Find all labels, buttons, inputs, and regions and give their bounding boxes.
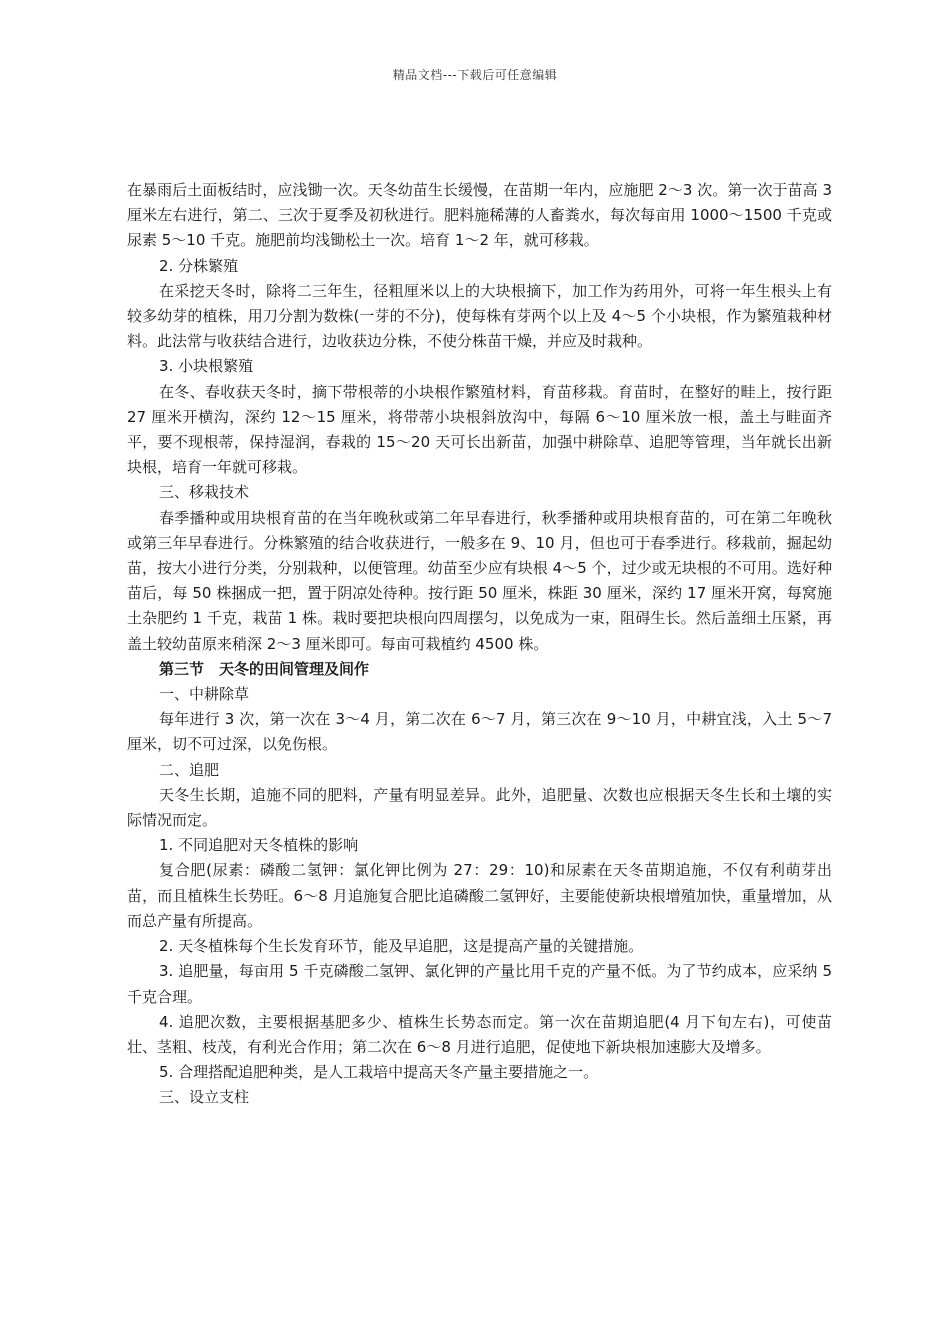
paragraph-7: 复合肥(尿素：磷酸二氢钾：氯化钾比例为 27：29：10)和尿素在天冬苗期追施，不仅有利萌芽出苗，而且植株生长势旺。6～8 月追施复合肥比追磷酸二氢钾好，主要能使新块根增殖加快，重量增加，从而总产量有所提高。: [127, 861, 832, 930]
paragraph-5: 每年进行 3 次，第一次在 3～4 月，第二次在 6～7 月，第三次在 9～10 月，中耕宜浅，入土 5～7 厘米，切不可过深，以免伤根。: [127, 710, 832, 754]
paragraph-10: 4. 追肥次数，主要根据基肥多少、植株生长势态而定。第一次在苗期追肥(4 月下旬左右)，可使苗壮、茎粗、枝茂，有利光合作用；第二次在 6～8 月进行追肥，促使地下新块根加速膨大及增多。: [127, 1012, 832, 1056]
paragraph-1: 在暴雨后土面板结时，应浅锄一次。天冬幼苗生长缓慢，在苗期一年内，应施肥 2～3 次。第一次于苗高 3 厘米左右进行，第二、三次于夏季及初秋进行。肥料施稀薄的人畜粪水，每次每亩用 1000～1500 千克或尿素 5～10 千克。施肥前均浅锄松土一次。培育 1～2 年，就可移栽。: [127, 181, 832, 250]
paragraph-3: 在冬、春收获天冬时，摘下带根蒂的小块根作繁殖材料，育苗移栽。育苗时，在整好的畦上，按行距 27 厘米开横沟，深约 12～15 厘米，将带蒂小块根斜放沟中，每隔 6～10 厘米放一根，盖土与畦面齐平，要不现根蒂，保持湿润，春栽的 15～20 天可长出新苗，加强中耕除草、追肥等管理，当年就长出新块根，培育一年就可移栽。: [127, 382, 832, 477]
page-header: 精品文档---下载后可任意编辑: [392, 68, 558, 82]
heading-weeding: 一、中耕除草: [159, 685, 250, 704]
paragraph-6: 天冬生长期，追施不同的肥料，产量有明显差异。此外，追肥量、次数也应根据天冬生长和土壤的实际情况而定。: [127, 785, 832, 830]
paragraph-11: 5. 合理搭配追肥种类，是人工栽培中提高天冬产量主要措施之一。: [159, 1063, 599, 1082]
paragraph-2: 在采挖天冬时，除将二三年生，径粗厘米以上的大块根摘下，加工作为药用外，可将一年生根头上有较多幼芽的植株，用刀分割为数株(一芽的不分)，使每株有芽两个以上及 4～5 个小块根，作为繁殖栽种材料。此法常与收获结合进行，边收获边分株，不使分株苗干燥，并应及时栽种。: [127, 281, 832, 351]
paragraph-8: 2. 天冬植株每个生长发育环节，能及早追肥，这是提高产量的关键措施。: [159, 937, 644, 956]
heading-fertilizing: 二、追肥: [159, 760, 220, 779]
subheading-tuber-propagation: 3. 小块根繁殖: [159, 357, 254, 376]
subheading-division-propagation: 2. 分株繁殖: [159, 256, 239, 275]
heading-supports: 三、设立支柱: [159, 1088, 250, 1107]
paragraph-9: 3. 追肥量，每亩用 5 千克磷酸二氢钾、氯化钾的产量比用千克的产量不低。为了节约成本，应采纳 5 千克合理。: [127, 962, 832, 1006]
heading-transplant: 三、移栽技术: [159, 483, 250, 502]
subheading-fertilizer-effect: 1. 不同追肥对天冬植株的影响: [159, 836, 359, 855]
section-heading: 第三节 天冬的田间管理及间作: [159, 659, 370, 678]
document-body: [127, 178, 832, 1111]
paragraph-4: 春季播种或用块根育苗的在当年晚秋或第二年早春进行，秋季播种或用块根育苗的，可在第二年晚秋或第三年早春进行。分株繁殖的结合收获进行，一般多在 9、10 月，但也可于春季进行。移栽前，掘起幼苗，按大小进行分类，分别栽种，以便管理。幼苗至少应有块根 4～5 个，过少或无块根的不可用。选好种苗后，每 50 株捆成一把，置于阴凉处待种。按行距 50 厘米，株距 30 厘米，深约 17 厘米开窝，每窝施土杂肥约 1 千克，栽苗 1 株。栽时要把块根向四周摆匀，以免成为一束，阻碍生长。然后盖细土压紧，再盖土较幼苗原来稍深 2～3 厘米即可。每亩可栽植约 4500 株。: [127, 508, 832, 653]
